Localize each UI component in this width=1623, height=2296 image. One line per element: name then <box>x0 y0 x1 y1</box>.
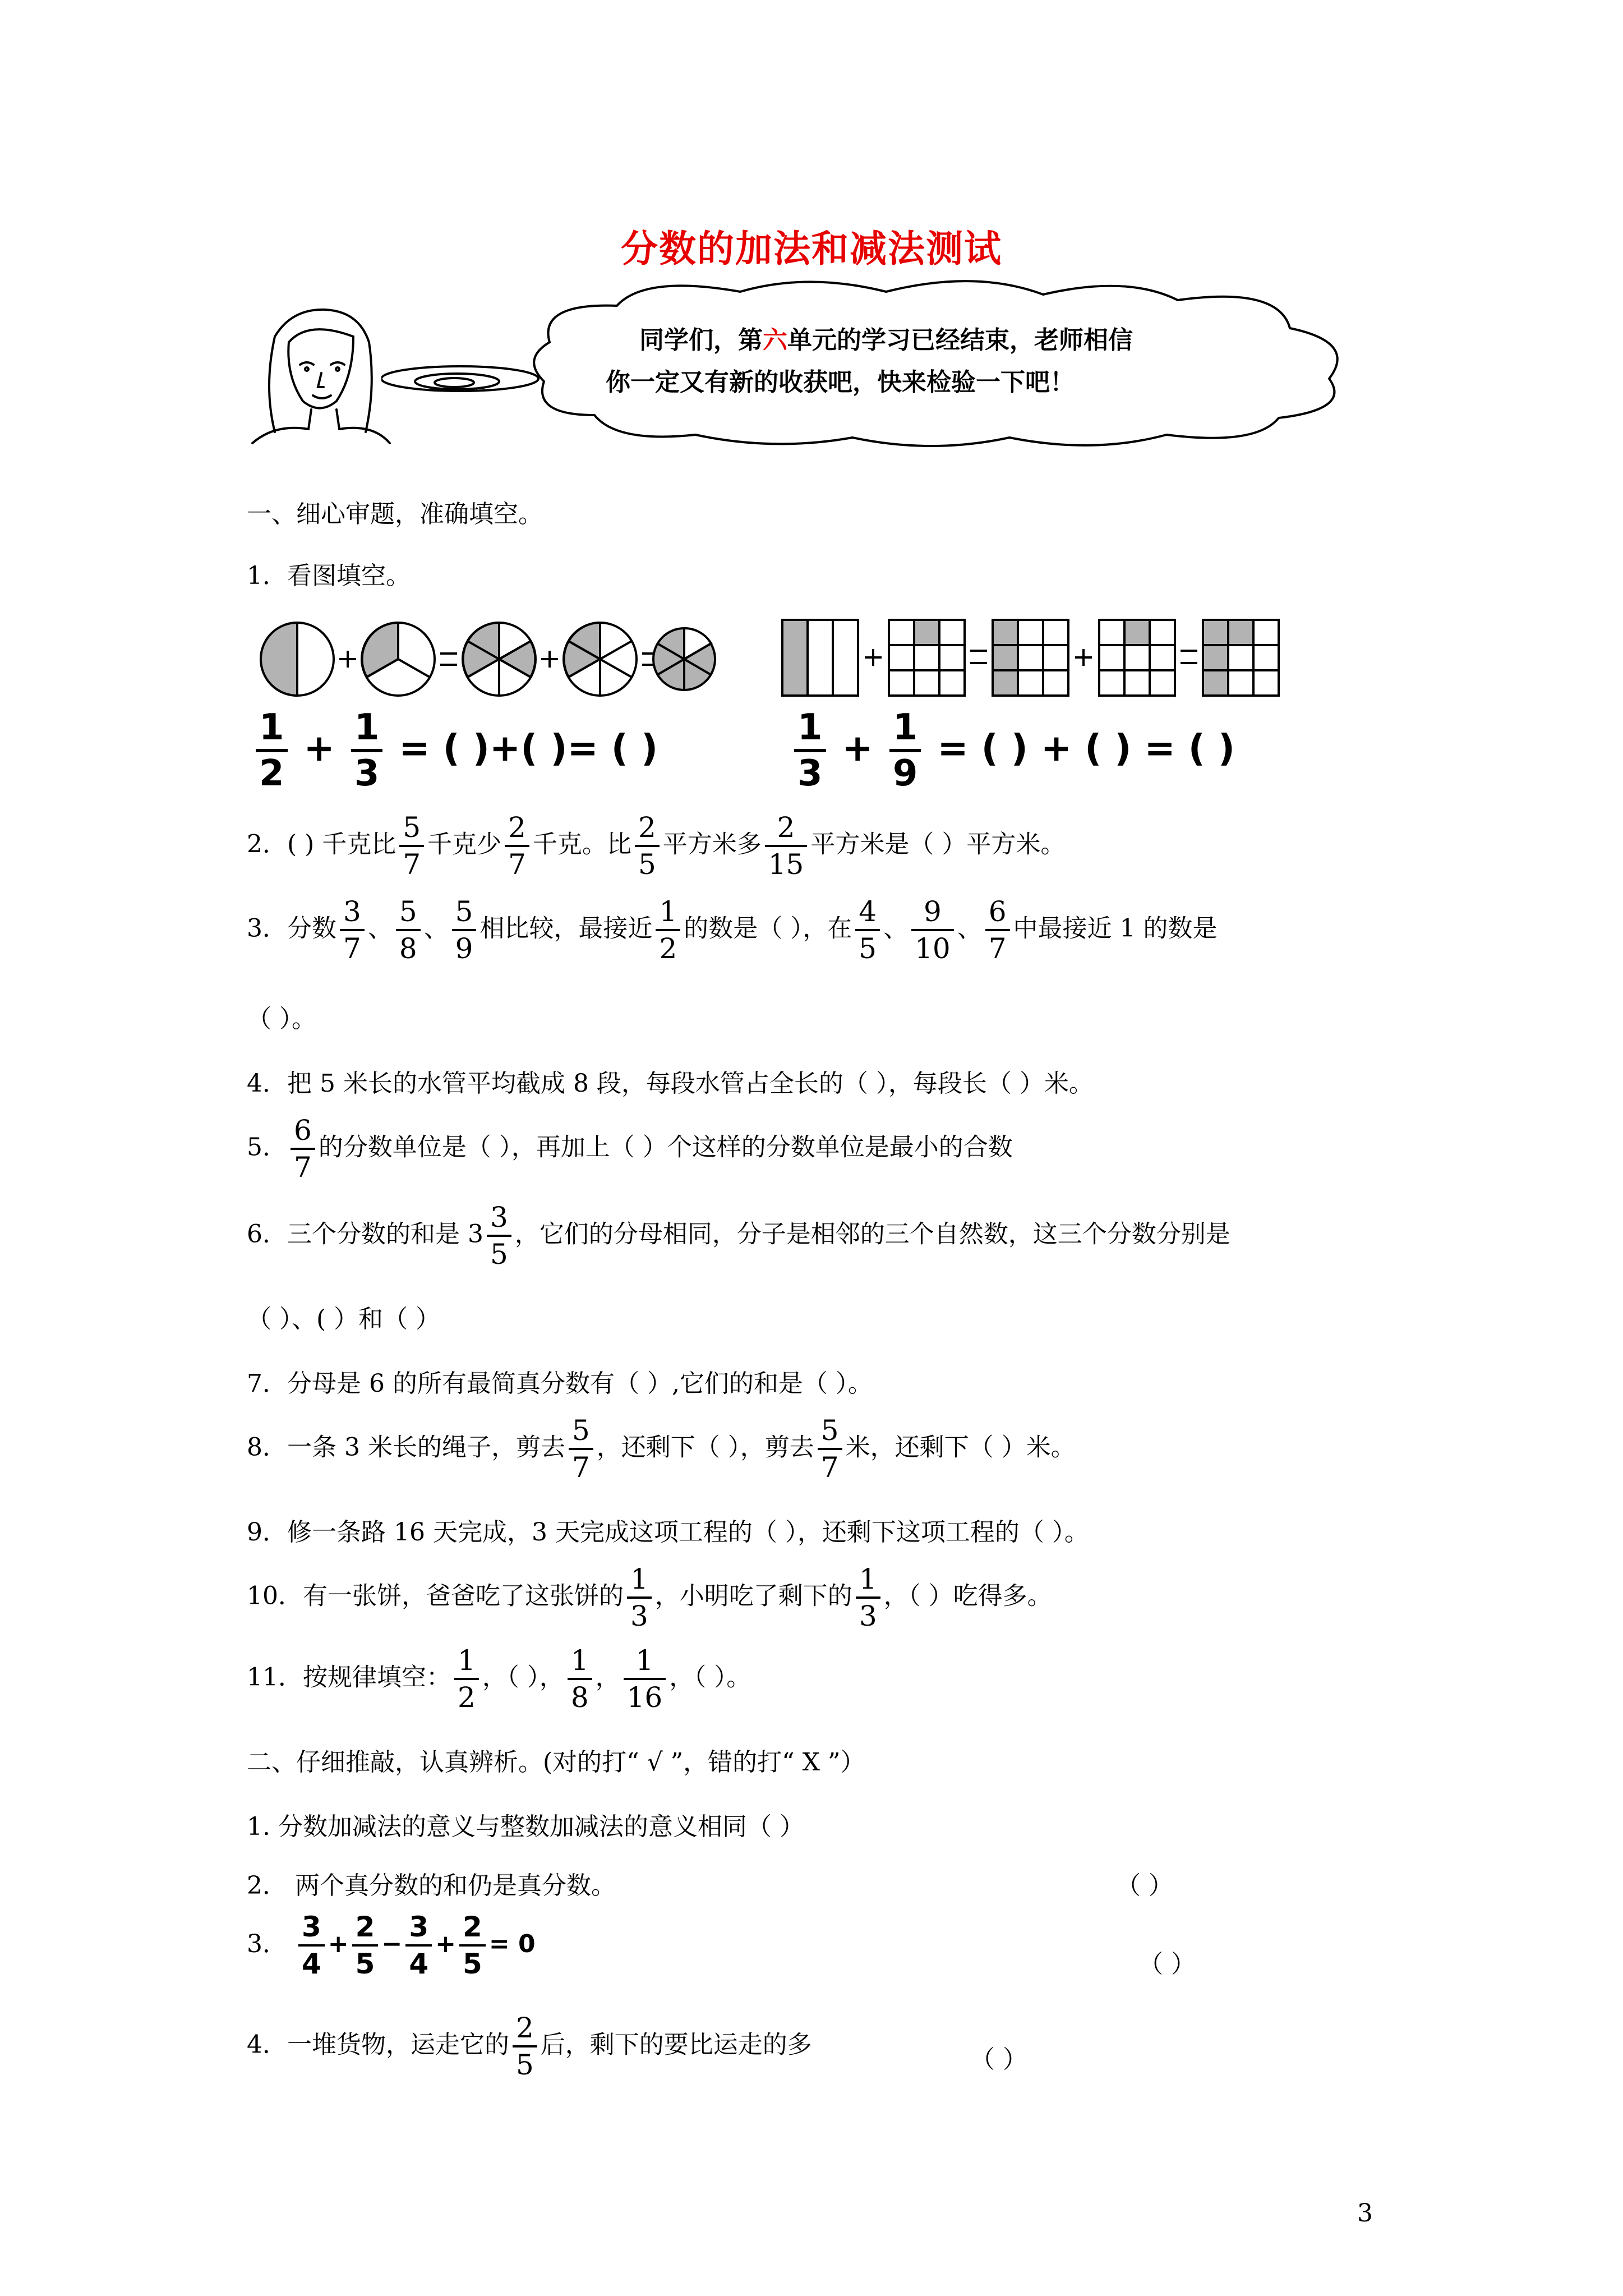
girl-illustration <box>241 303 398 449</box>
circle-fraction-figure <box>258 620 718 704</box>
page-title: 分数的加法和减法测试 <box>621 227 1002 270</box>
section-1-heading: 一、细心审题，准确填空。 <box>247 500 543 528</box>
question-8: 8．一条 3 米长的绳子，剪去 $\frac{5}{7}$ ，还剩下（ ），剪去 $\frac{5}{7}$ 米，还剩下（ ）米。 <box>247 1414 1076 1484</box>
judgement-3: 3． $\frac{3}{4}$ + $\frac{2}{5}$ − $\frac{3}{4}$ + $\frac{2}{5}$ = 0 <box>247 1911 536 1980</box>
section-2-heading: 二、仔细推敲，认真辨析。(对的打“ √ ”，错的打“ X ”） <box>247 1748 865 1777</box>
question-6: 6．三个分数的和是 3 $\frac{3}{5}$ ，它们的分母相同，分子是相邻的三个自然数，这三个分数分别是 <box>247 1201 1230 1271</box>
question-10: 10．有一张饼，爸爸吃了这张饼的 $\frac{1}{3}$ ，小明吃了剩下的 $\frac{1}{3}$ ，（ ）吃得多。 <box>247 1563 1052 1632</box>
judgement-4-answer: （ ） <box>970 2045 1027 2074</box>
question-3: 3．分数 $\frac{3}{7}$ 、 $\frac{5}{8}$ 、 $\frac{5}{9}$ 相比较，最接近 $\frac{1}{2}$ 的数是（ ），在 $\frac{4}{5}$ 、 $\frac{9}{10}$ 、 $\frac{6}{7}$ 中最接近 1 的数是 <box>247 895 1218 965</box>
bubble-line-1: 同学们，第六单元的学习已经结束，老师相信 <box>639 326 1133 355</box>
question-5: 5． $\frac{6}{7}$ 的分数单位是（ ），再加上（ ）个这样的分数单位是最小的合数 <box>247 1114 1013 1184</box>
grid-fraction-figure <box>780 617 1284 701</box>
question-2: 2．( ) 千克比 $\frac{5}{7}$ 千克少 $\frac{2}{7}$ 千克。比 $\frac{2}{5}$ 平方米多 $\frac{2}{15}$ 平方米是（ ）平方米。 <box>247 811 1066 881</box>
judgement-1: 1. 分数加减法的意义与整数加减法的意义相同（ ） <box>247 1812 804 1841</box>
question-9: 9．修一条路 16 天完成，3 天完成这项工程的（ ），还剩下这项工程的（ ）。 <box>247 1518 1089 1547</box>
judgement-2: 2． 两个真分数的和仍是真分数。 <box>247 1871 616 1900</box>
question-11: 11．按规律填空： $\frac{1}{2}$ ，（ ）， $\frac{1}{8}$ ， $\frac{1}{16}$ ，（ ）。 <box>247 1644 751 1714</box>
page-number: 3 <box>1357 2199 1373 2228</box>
question-7: 7．分母是 6 的所有最简真分数有（ ）,它们的和是（ ）。 <box>247 1369 873 1398</box>
question-1-right-equation: $\frac{1}{3}$ + $\frac{1}{9}$ = ( ) + ( ) = ( ) <box>791 710 1235 792</box>
judgement-2-answer: （ ） <box>1116 1871 1173 1900</box>
question-1-left-equation: $\frac{1}{2}$ + $\frac{1}{3}$ = ( )+( )= ( ) <box>252 710 658 792</box>
judgement-4: 4．一堆货物，运走它的 $\frac{2}{5}$ 后，剩下的要比运走的多 <box>247 2012 812 2081</box>
question-4: 4．把 5 米长的水管平均截成 8 段，每段水管占全长的（ ），每段长（ ）米。 <box>247 1069 1094 1098</box>
bubble-line-2: 你一定又有新的收获吧，快来检验一下吧！ <box>606 368 1075 397</box>
question-6-answer-line: （ ）、( ）和（ ） <box>247 1305 441 1333</box>
judgement-3-answer: （ ） <box>1138 1950 1196 1978</box>
question-1-label: 1．看图填空。 <box>247 562 411 590</box>
question-3-answer-line: （ ）。 <box>247 1005 316 1033</box>
